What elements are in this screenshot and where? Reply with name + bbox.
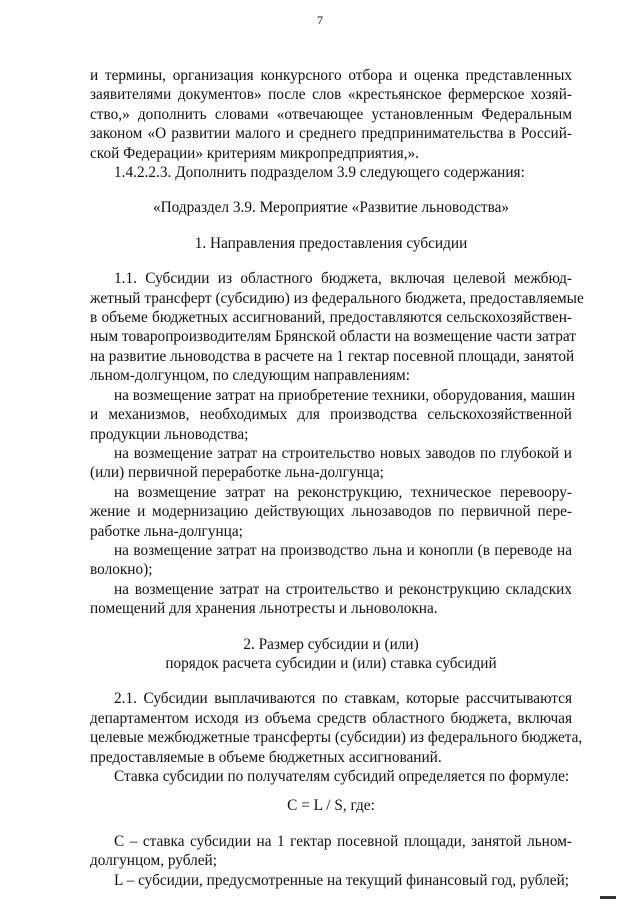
text-line: законом «О развитии малого и среднего предпринимательства в Россий- [90, 125, 572, 143]
text-line: в объеме бюджетных ассигнований, предоставляются сельскохозяйствен- [90, 309, 572, 327]
heading-line: C = L / S, где: [287, 797, 375, 815]
text-line: ской Федерации» критериям микропредприятия,». [90, 144, 419, 162]
text-line: долгунцом, рублей; [90, 852, 217, 870]
text-line: волокно); [90, 561, 153, 579]
text-line: на развитие льноводства в расчете на 1 гектар посевной площади, занятой [90, 347, 575, 365]
paragraph-spacer [90, 786, 572, 796]
text-line: льном-долгунцом, по следующим направлениям: [90, 367, 410, 385]
text-line: и механизмов, необходимых для производства сельскохозяйственной [90, 406, 572, 424]
text-line: жетный трансферт (субсидию) из федерального бюджета, предоставляемые [90, 289, 584, 307]
text-line: помещений для хранения льнотресты и льноволокна. [90, 600, 438, 618]
paragraph-spacer [90, 253, 572, 269]
paragraph-spacer [90, 673, 572, 689]
text-line: 1.1. Субсидии из областного бюджета, включая целевой межбюд- [114, 270, 572, 288]
paragraph-spacer [90, 182, 572, 198]
text-line: продукции льноводства; [90, 425, 249, 443]
text-line: на возмещение затрат на строительство и реконструкцию складских [114, 580, 572, 598]
text-line: L – субсидии, предусмотренные на текущий финансовый год, рублей; [114, 871, 570, 889]
paragraph-spacer [90, 218, 572, 234]
text-line: предоставляемые в объеме бюджетных ассигнований. [90, 748, 442, 766]
text-line: на возмещение затрат на производство льна и конопли (в переводе на [114, 541, 572, 559]
paragraph-spacer [90, 619, 572, 635]
paragraph-spacer [90, 816, 572, 832]
text-line: С – ставка субсидии на 1 гектар посевной площади, занятой льном- [114, 832, 572, 850]
text-line: Ставка субсидии по получателям субсидий определяется по формуле: [114, 768, 570, 785]
text-line: и термины, организация конкурсного отбора и оценка представленных [90, 67, 572, 84]
heading-line: «Подраздел 3.9. Мероприятие «Развитие льноводства» [152, 199, 510, 217]
page-edge-mark [600, 896, 616, 899]
text-line: 2.1. Субсидии выплачиваются по ставкам, которые рассчитываются [114, 690, 572, 708]
page-number: 7 [317, 13, 323, 27]
text-line: департаментом исходя из объема средств областного бюджета, включая [90, 709, 572, 727]
text-line: на возмещение затрат на реконструкцию, техническое перевоору- [114, 483, 572, 501]
text-line: целевые межбюджетные трансферты (субсидии) из федерального бюджета, [90, 729, 583, 747]
text-line: на возмещение затрат на приобретение техники, оборудования, машин [114, 386, 576, 404]
text-line: заявителями документов» после слов «крестьянское фермерское хозяй- [90, 86, 572, 104]
heading-line: 1. Направления предоставления субсидии [194, 234, 468, 252]
text-line: на возмещение затрат на строительство новых заводов по глубокой и [114, 444, 572, 462]
heading-line: порядок расчета субсидии и (или) ставка субсидий [165, 654, 497, 672]
text-line: ство,» дополнить словами «отвечающее установленным Федеральным [90, 105, 572, 123]
text-line: 1.4.2.2.3. Дополнить подразделом 3.9 следующего содержания: [114, 164, 525, 182]
heading-line: 2. Размер субсидии и (или) [243, 635, 419, 653]
text-line: жение и модернизацию действующих льнозаводов по первичной пере- [90, 503, 572, 521]
text-line: (или) первичной переработке льна-долгунца; [90, 464, 384, 482]
text-line: работке льна-долгунца; [90, 522, 243, 540]
text-line: ным товаропроизводителям Брянской области на возмещение части затрат [90, 328, 576, 346]
document-body [90, 66, 584, 890]
